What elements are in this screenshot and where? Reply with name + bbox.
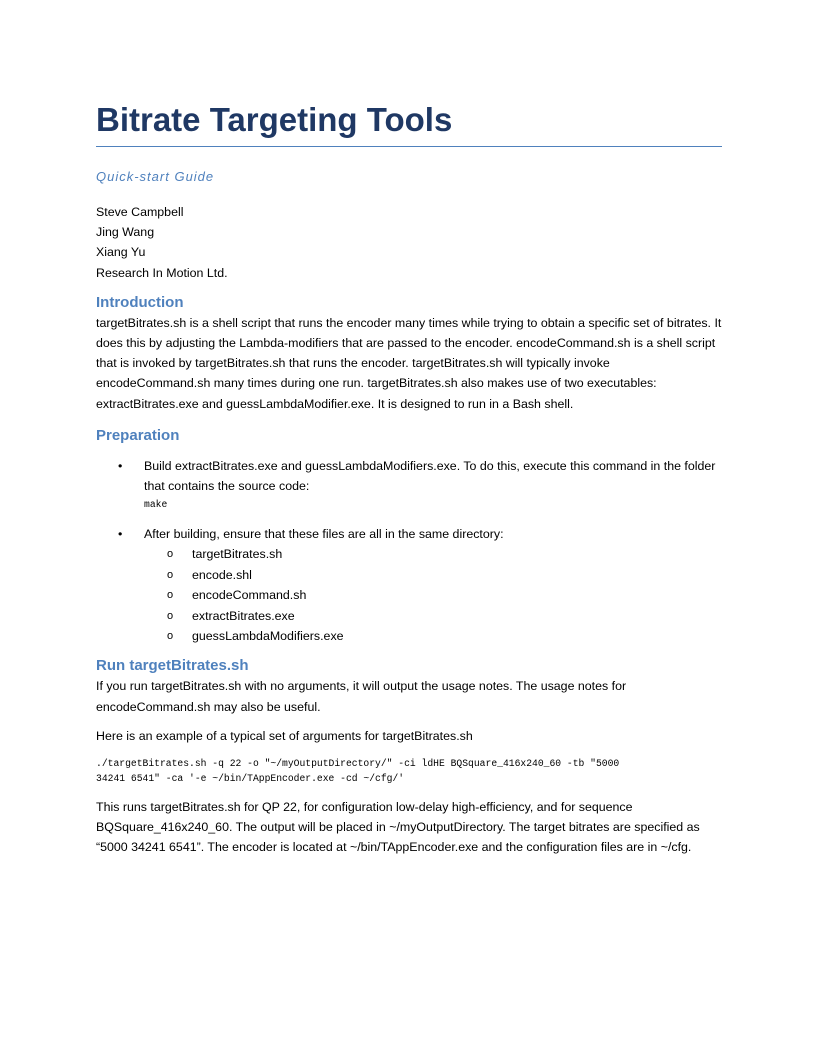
- introduction-heading: Introduction: [96, 293, 184, 311]
- preparation-heading: Preparation: [96, 426, 180, 444]
- bullet-text: After building, ensure that these files are all in the same directory:: [144, 527, 504, 542]
- document-page: [96, 96, 722, 858]
- introduction-body: targetBitrates.sh is a shell script that runs the encoder many times while trying to obtain a specific set of bitrates. It does this by adjusting the Lambda-modifiers that are passed to the encoder. encodeCommand.sh is a shell script that is invoked by targetBitrates.sh that runs the encoder. targetBitrates.sh will typically invoke encodeCommand.sh many times during one run. targetBitrates.sh also makes use of two executables: extractBitrates.exe and guessLambdaModifier.exe. It is designed to run in a Bash shell.: [96, 315, 722, 411]
- file-name: encodeCommand.sh: [192, 588, 307, 603]
- document-subtitle: Quick-start Guide: [96, 169, 215, 184]
- list-item: [96, 456, 722, 512]
- file-item: [96, 606, 722, 626]
- circle-bullet-icon: o: [167, 609, 174, 622]
- run-paragraph-usage: If you run targetBitrates.sh with no arguments, it will output the usage notes. The usage notes for encodeCommand.sh may also be useful.: [96, 679, 627, 714]
- document-title: Bitrate Targeting Tools: [96, 96, 722, 147]
- run-heading: Run targetBitrates.sh: [96, 657, 249, 675]
- file-item: [96, 565, 722, 585]
- author-name: Steve Campbell: [96, 205, 184, 219]
- file-item: [96, 544, 722, 564]
- file-item: [96, 585, 722, 605]
- author-name: Xiang Yu: [96, 245, 146, 260]
- author-affiliation: Research In Motion Ltd.: [96, 265, 228, 280]
- file-name: targetBitrates.sh: [192, 547, 283, 562]
- run-paragraph-explanation: This runs targetBitrates.sh for QP 22, for configuration low-delay high-efficiency, and for sequence BQSquare_416x240_60. The output will be placed in ~/myOutputDirectory. The target bitrates are specified as “5000 34241 6541”. The encoder is located at ~/bin/TAppEncoder.exe and the configuration files are in ~/cfg.: [96, 800, 700, 855]
- file-name: extractBitrates.exe: [192, 608, 295, 623]
- bullet-text: Build extractBitrates.exe and guessLambdaModifiers.exe. To do this, execute this command in the folder that contains the source code:: [144, 458, 716, 494]
- file-list: [144, 544, 722, 646]
- circle-bullet-icon: o: [167, 568, 174, 581]
- run-section: [96, 656, 722, 857]
- introduction-section: [96, 293, 722, 414]
- make-command: make: [144, 499, 168, 511]
- example-command-line: ./targetBitrates.sh -q 22 -o "~/myOutputDirectory/" -ci ldHE BQSquare_416x240_60 -tb "5000: [96, 758, 620, 770]
- example-command: [96, 756, 722, 786]
- example-command-line: 34241 6541" -ca '-e ~/bin/TAppEncoder.exe -cd ~/cfg/': [96, 773, 405, 785]
- circle-bullet-icon: o: [167, 589, 174, 602]
- bullet-icon: •: [118, 458, 123, 473]
- list-item: [96, 524, 722, 646]
- file-name: encode.shl: [192, 567, 252, 582]
- bullet-icon: •: [118, 527, 123, 542]
- preparation-list: [96, 456, 722, 647]
- circle-bullet-icon: o: [167, 630, 174, 643]
- author-name: Jing Wang: [96, 225, 155, 240]
- preparation-section: [96, 426, 722, 647]
- file-name: guessLambdaModifiers.exe: [192, 629, 344, 644]
- file-item: [96, 626, 722, 646]
- run-paragraph-example-intro: Here is an example of a typical set of arguments for targetBitrates.sh: [96, 728, 473, 743]
- circle-bullet-icon: o: [167, 548, 174, 561]
- author-list: [96, 202, 722, 283]
